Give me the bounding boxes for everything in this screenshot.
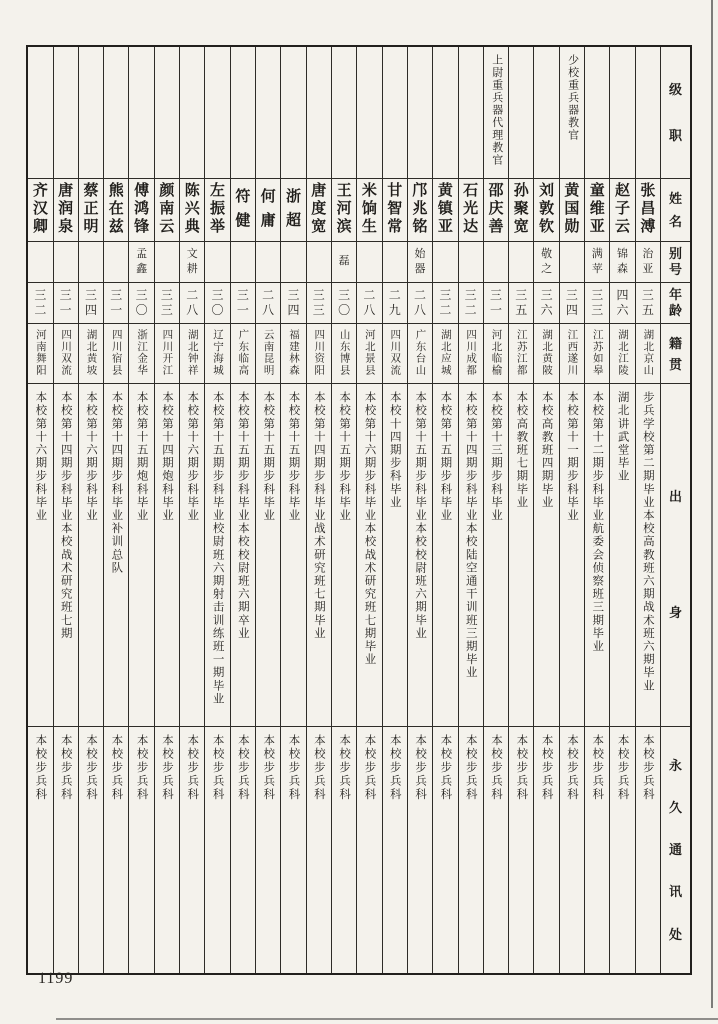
native-place-cell: 广东临高 [231,324,255,384]
person-column [204,47,229,973]
native-place-cell: 山东博县 [332,324,356,384]
address-cell: 本校步兵科 [110,734,123,802]
alias-cell [79,242,103,283]
alias-cell [509,242,533,283]
name-cell: 孙 聚 宽 [509,179,533,242]
rank-cell [155,47,179,179]
rank-cell [79,47,103,179]
alias-cell [205,242,229,283]
person-column [508,47,533,973]
alias-cell [231,242,255,283]
address-cell: 本校步兵科 [135,734,148,802]
age-cell: 三 〇 [129,283,153,324]
alias-cell [383,242,407,283]
native-place-cell: 四川双流 [383,324,407,384]
alias-cell: 敬 之 [534,242,558,283]
rank-cell: 少校重兵器教官 [560,47,584,179]
person-column [154,47,179,973]
alias-cell: 文 耕 [180,242,204,283]
header-alias: 别 号 [661,242,690,283]
origin-cell: 本校高教班七期毕业 [509,384,533,727]
address-cell: 本校步兵科 [85,734,97,802]
name-cell: 甘 智 常 [383,179,407,242]
alias-cell [28,242,52,283]
rank-cell [433,47,457,179]
origin-cell: 本校第十四期步科毕业补训总队 [104,384,128,727]
age-cell: 二 八 [357,283,381,324]
person-column [432,47,457,973]
rank-cell [205,47,229,179]
address-cell: 本校步兵科 [616,734,629,802]
person-column [230,47,255,973]
age-cell: 三 三 [307,283,331,324]
rank-cell [54,47,78,179]
origin-cell: 湖北讲武堂毕业 [610,384,634,727]
origin-cell: 本校第十五期步科毕业 [281,384,305,727]
native-place-cell: 浙江金华 [129,324,153,384]
alias-cell: 锦 森 [610,242,634,283]
alias-cell [104,242,128,283]
origin-cell: 步兵学校第二期毕业本校高教班六期战术班六期毕业 [636,384,660,727]
person-column [255,47,280,973]
name-cell: 傅 鸿 锋 [129,179,153,242]
native-place-cell: 四川双流 [54,324,78,384]
age-cell: 三 四 [281,283,305,324]
origin-cell: 本校第十六期步科毕业本校战术研究班七期毕业 [357,384,381,727]
address-cell: 本校步兵科 [287,734,300,802]
address-cell: 本校步兵科 [186,734,199,802]
native-place-cell: 辽宁海城 [205,324,229,384]
rank-cell [307,47,331,179]
age-cell: 三 二 [28,283,52,324]
origin-cell: 本校第十六期步科毕业 [180,384,204,727]
person-column [53,47,78,973]
native-place-cell: 湖北黄陂 [534,324,558,384]
name-cell: 符 健 [231,179,255,242]
name-cell: 浙 超 [281,179,305,242]
name-cell: 赵 子 云 [610,179,634,242]
person-column [128,47,153,973]
person-column [533,47,558,973]
origin-cell: 本校高教班四期毕业 [534,384,558,727]
origin-cell: 本校第十五期步科毕业本校校尉班六期卒业 [231,384,255,727]
name-cell: 邝 兆 铭 [408,179,432,242]
native-place-cell: 四川成都 [459,324,483,384]
person-column [179,47,204,973]
name-cell: 张 昌 溥 [636,179,660,242]
name-cell: 黄 镇 亚 [433,179,457,242]
header-origin: 出 身 [661,384,690,727]
rank-cell: 上尉重兵器代理教官 [484,47,508,179]
header-column [660,47,690,973]
rank-cell [129,47,153,179]
page-number: 1199 [38,970,74,987]
person-column [584,47,609,973]
address-cell: 本校步兵科 [414,734,427,802]
age-cell: 三 一 [484,283,508,324]
age-cell: 二 八 [256,283,280,324]
person-column [559,47,584,973]
age-cell: 三 三 [155,283,179,324]
person-column [458,47,483,973]
address-cell: 本校步兵科 [515,734,528,802]
scan-edge-right-line [711,0,713,1008]
rank-cell [180,47,204,179]
alias-cell: 磊 [332,242,356,283]
name-cell: 熊 在 兹 [104,179,128,242]
name-cell: 唐 度 宽 [307,179,331,242]
age-cell: 三 五 [636,283,660,324]
native-place-cell: 湖北应城 [433,324,457,384]
name-cell: 童 维 亚 [585,179,609,242]
rank-cell [534,47,558,179]
age-cell: 三 五 [509,283,533,324]
rank-cell [383,47,407,179]
alias-cell [307,242,331,283]
native-place-cell: 江西遂川 [560,324,584,384]
rank-cell [509,47,533,179]
address-cell: 本校步兵科 [160,734,173,802]
header-rank: 级 职 [661,47,690,179]
header-native: 籍 贯 [661,324,690,384]
age-cell: 二 八 [180,283,204,324]
address-cell: 本校步兵科 [59,734,72,802]
person-column [356,47,381,973]
native-place-cell: 河北景县 [357,324,381,384]
age-cell: 三 二 [459,283,483,324]
rank-cell [408,47,432,179]
origin-cell: 本校第十五期步科毕业 [256,384,280,727]
person-column [635,47,660,973]
alias-cell: 孟 鑫 [129,242,153,283]
origin-cell: 本校第十五期步科毕业 [433,384,457,727]
person-column [78,47,103,973]
alias-cell: 满 苹 [585,242,609,283]
origin-cell: 本校第十四期炮科毕业 [155,384,179,727]
address-cell: 本校步兵科 [34,734,47,802]
origin-cell: 本校第十四期步科毕业本校陆空通干训班三期毕业 [459,384,483,727]
alias-cell [357,242,381,283]
alias-cell: 治 亚 [636,242,660,283]
address-cell: 本校步兵科 [236,734,249,802]
name-cell: 刘 敦 钦 [534,179,558,242]
name-cell: 颜 南 云 [155,179,179,242]
origin-cell: 本校第十五期步科毕业本校校尉班六期毕业 [408,384,432,727]
address-cell: 本校步兵科 [565,734,578,802]
rank-cell [636,47,660,179]
address-cell: 本校步兵科 [338,734,351,802]
alias-cell [256,242,280,283]
age-cell: 三 四 [79,283,103,324]
address-cell: 本校步兵科 [490,734,502,802]
age-cell: 三 一 [104,283,128,324]
address-cell: 本校步兵科 [464,734,477,802]
origin-cell: 本校第十五期炮科毕业 [129,384,153,727]
native-place-cell: 湖北黄坡 [79,324,103,384]
name-cell: 左 振 举 [205,179,229,242]
person-column [382,47,407,973]
alias-cell [281,242,305,283]
person-column [331,47,356,973]
person-column [483,47,508,973]
rank-cell [231,47,255,179]
age-cell: 三 三 [585,283,609,324]
origin-cell: 本校第十三期步科毕业 [484,384,508,727]
name-cell: 石 光 达 [459,179,483,242]
age-cell: 四 六 [610,283,634,324]
alias-cell [484,242,508,283]
native-place-cell: 江苏江都 [509,324,533,384]
origin-cell: 本校第十五期步科毕业校尉班六期射击训练班一期毕业 [205,384,229,727]
origin-cell: 本校第十四期步科毕业本校战术研究班七期 [54,384,78,727]
roster-table [26,45,692,975]
address-cell: 本校步兵科 [312,734,325,802]
address-cell: 本校步兵科 [641,734,654,802]
age-cell: 三 〇 [205,283,229,324]
age-cell: 三 一 [231,283,255,324]
origin-cell: 本校第十一期步科毕业 [560,384,584,727]
address-cell: 本校步兵科 [540,734,553,802]
alias-cell [459,242,483,283]
rank-cell [332,47,356,179]
native-place-cell: 四川资阳 [307,324,331,384]
alias-cell [433,242,457,283]
age-cell: 三 二 [433,283,457,324]
person-column [609,47,634,973]
alias-cell: 始 器 [408,242,432,283]
origin-cell: 本校十四期步科毕业 [383,384,407,727]
name-cell: 陈 兴 典 [180,179,204,242]
name-cell: 王 河 滨 [332,179,356,242]
origin-cell: 本校第十五期步科毕业 [332,384,356,727]
age-cell: 三 六 [534,283,558,324]
name-cell: 齐 汉 卿 [28,179,52,242]
person-column [407,47,432,973]
rank-cell [281,47,305,179]
rank-cell [357,47,381,179]
native-place-cell: 四川宿县 [104,324,128,384]
age-cell: 二 九 [383,283,407,324]
person-column [280,47,305,973]
origin-cell: 本校第十六期步科毕业 [79,384,103,727]
alias-cell [155,242,179,283]
person-column [306,47,331,973]
age-cell: 三 四 [560,283,584,324]
name-cell: 黄 国 勋 [560,179,584,242]
name-cell: 邵 庆 善 [484,179,508,242]
native-place-cell: 湖北京山 [636,324,660,384]
rank-cell [104,47,128,179]
age-cell: 三 一 [54,283,78,324]
scan-edge-bottom-line [56,1018,718,1020]
native-place-cell: 湖北江陵 [610,324,634,384]
person-column [103,47,128,973]
address-cell: 本校步兵科 [591,734,604,802]
native-place-cell: 河南舞阳 [28,324,52,384]
address-cell: 本校步兵科 [439,734,452,802]
name-cell: 蔡 正 明 [79,179,103,242]
native-place-cell: 四川开江 [155,324,179,384]
origin-cell: 本校第十六期步科毕业 [28,384,52,727]
person-column [28,47,52,973]
origin-cell: 本校第十二期步科毕业航委会侦察班三期毕业 [585,384,609,727]
native-place-cell: 云南昆明 [256,324,280,384]
rank-cell [585,47,609,179]
address-cell: 本校步兵科 [388,734,401,802]
rank-cell [459,47,483,179]
alias-cell [54,242,78,283]
rank-cell [610,47,634,179]
header-address: 永 久 通 讯 处 [668,757,682,942]
alias-cell [560,242,584,283]
name-cell: 米 饷 生 [357,179,381,242]
header-name: 姓 名 [661,179,690,242]
name-cell: 何 庸 [256,179,280,242]
age-cell: 二 八 [408,283,432,324]
native-place-cell: 河北临榆 [484,324,508,384]
age-cell: 三 〇 [332,283,356,324]
rank-cell [256,47,280,179]
address-cell: 本校步兵科 [262,734,275,802]
origin-cell: 本校第十四期步科毕业战术研究班七期毕业 [307,384,331,727]
header-age: 年 龄 [661,283,690,324]
native-place-cell: 福建林森 [281,324,305,384]
native-place-cell: 湖北钟祥 [180,324,204,384]
native-place-cell: 广东台山 [408,324,432,384]
address-cell: 本校步兵科 [363,734,376,802]
native-place-cell: 江苏如皋 [585,324,609,384]
rank-cell [28,47,52,179]
address-cell: 本校步兵科 [211,734,224,802]
name-cell: 唐 润 泉 [54,179,78,242]
